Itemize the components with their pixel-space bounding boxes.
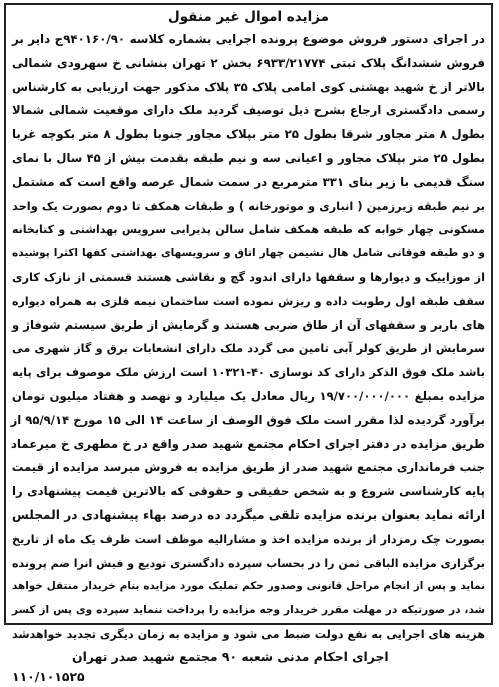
notice-footer <box>12 647 485 687</box>
notice-title: مزایده اموال غیر منقول <box>167 9 329 25</box>
notice-line: رسمی دادگستری ارجاع بشرح ذیل توصیف گردید ملک دارای موقعیت شمالی شمالا <box>12 103 485 118</box>
notice-body <box>12 28 485 647</box>
auction-notice <box>4 3 493 684</box>
notice-line: شد، در صورتیکه در مهلت مقرر خریدار وجه مزایده را پرداخت ننماید سپرده وی پس از کسر <box>12 604 485 617</box>
notice-line: سرمایش از طریق کولر آبی تامین می گردد ملک دارای انشعابات برق و گاز شهری می <box>12 342 485 356</box>
notice-line: نماید و پس از انجام مراحل قانونی وصدور حکم تملیک مورد مزایده بنام خریدار منتقل خواهد <box>12 580 485 593</box>
notice-line: مسکونی چهار خوابه که طبقه همکف شامل سالن پذیرایی سرویس بهداشتی و کتابخانه <box>12 223 485 237</box>
notice-line: جنب فرمانداری مجتمع شهید صدر از طریق مزایده به فروش میرسد مزایده از قیمت <box>11 460 485 475</box>
notice-line: برآورد گردیده لذا مقرر است ملک فوق الوصف از ساعت ۱۴ الی ۱۵ مورخ ۹۵/۹/۱۴ از <box>10 412 485 427</box>
notice-signature: اجرای احکام مدنی شعبه ۹۰ مجتمع شهید صدر تهران <box>72 648 389 664</box>
notice-line: برگزاری مزایده الباقی ثمن را در بحساب سپرده دادگستری تودیع و فیش انرا ضم پرونده <box>12 556 485 570</box>
notice-line: از موزاییک و دیوارها و سقفها دارای اندود گچ و نقاشی هستند قسمتی از نازک کاری <box>12 269 485 284</box>
notice-line: بالاتر از خ شهید بهشتی کوی امامی پلاک ۳۵ پلاک مذکور جهت ارزیابی به کارشناس <box>12 79 485 94</box>
notice-code: ۱۱۰/۱۰۱۵۲۵ <box>12 668 85 684</box>
notice-line: و دو طبقه فوقانی شامل هال نشیمن چهار اتاق و سرویسهای بهداشتی کفها اکثرا پوشیده <box>12 247 485 260</box>
notice-line: پایه کارشناسی شروع و به شخص حقیقی و حقوقی که بالاترین قیمت پیشنهادی را <box>12 484 485 499</box>
notice-line: بطول ۸ متر مجاور شرقا بطول ۲۵ متر بپلاک مجاور جنوبا بطول ۸ متر بکوچه غربا <box>12 127 485 142</box>
notice-line: فروش ششدانگ پلاک ثبتی ۶۹۳۳/۲۱۷۷۴ بخش ۲ تهران بنشانی خ سهرودی شمالی <box>12 55 485 70</box>
notice-line: در اجرای دستور فروش موضوع پرونده اجرایی بشماره کلاسه ۹۴۰۱۶۰/۹۰ج دایر بر <box>12 32 485 46</box>
notice-line: مزایده بمبلغ ۱۹/۷۰۰/۰۰۰/۰۰۰ ریال معادل یک میلیارد و نهصد و هفتاد میلیون تومان <box>12 388 486 403</box>
notice-line: طریق مزایده در دفتر اجرای احکام مجتمع شهید صدر واقع در خ مطهری خ میرعماد <box>10 436 485 451</box>
notice-line: بصورت چک رمزدار از برنده مزایده اخذ و مشارالیه موظف است ظرف یک ماه از تاریخ <box>12 532 485 546</box>
notice-line: باشد ملک فوق الذکر دارای کد نوسازی ۴۰-۱۰۳۲۱ است ارزش ملک موصوف برای پایه <box>12 365 485 380</box>
notice-line: سقف طبقه اول رطوبت داده و ریزش نموده است ساختمان نیمه فلزی به همراه دیواره <box>12 294 485 308</box>
notice-line: های باربر و سقفهای آن از طاق ضربی هستند و گرمایش از طریق سیستم شوفاژ و <box>12 317 485 332</box>
notice-line: هزینه های اجرایی به نفع دولت ضبط می شود و مزایده به زمان دیگری تجدید خواهدشد <box>12 627 485 641</box>
notice-line: بر نیم طبقه زیرزمین ( انباری و موتورخانه ) و طبقات همکف تا دوم بصورت یک واحد <box>12 198 485 213</box>
notice-line: ارائه نماید بعنوان برنده مزایده تلقی میگردد ده درصد بهاء پیشنهادی در المجلس <box>12 507 485 522</box>
notice-line: بطول ۲۵ متر بپلاک مجاور و اعیانی سه و نیم طبقه بقدمت بیش از ۴۵ سال با نمای <box>12 150 485 165</box>
notice-line: سنگ قدیمی با زیر بنای ۳۳۱ مترمربع در سمت شمال عرصه واقع است که مشتمل <box>12 174 486 189</box>
